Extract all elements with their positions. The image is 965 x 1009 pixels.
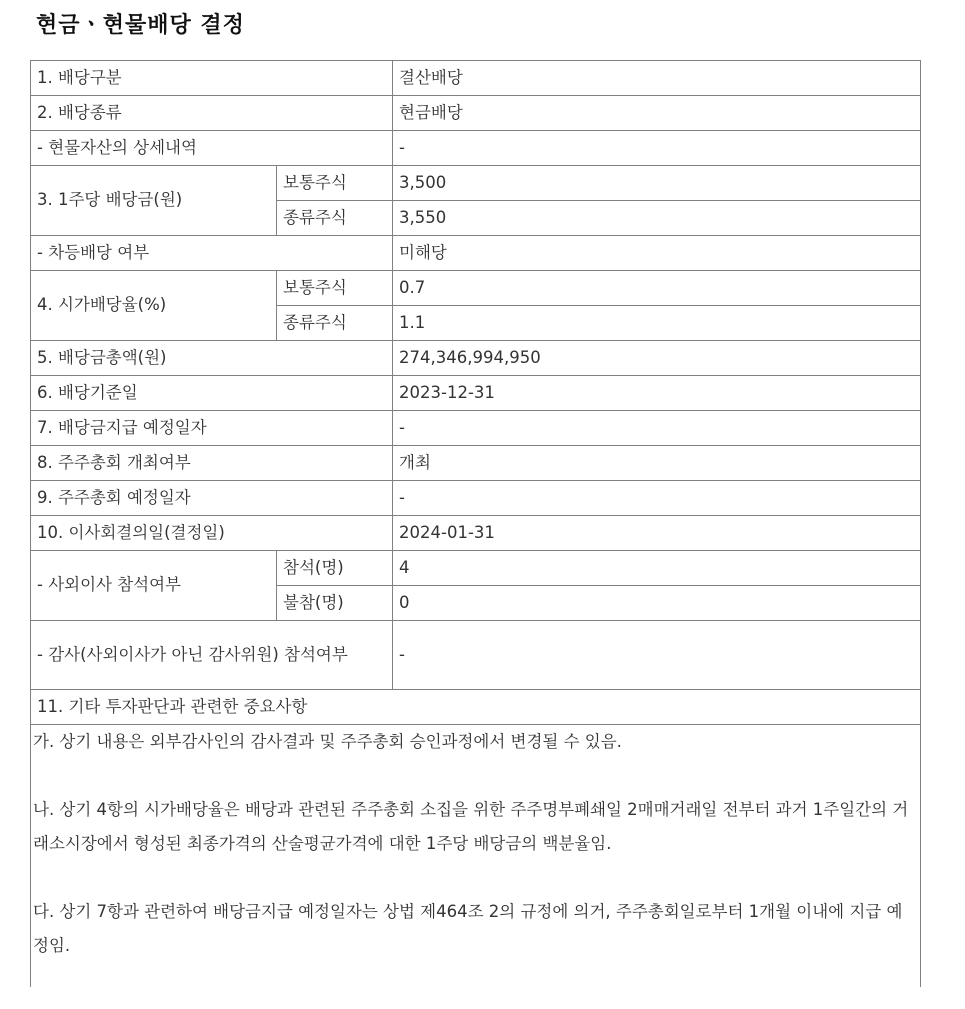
row-value: 결산배당 xyxy=(393,61,921,96)
row-label: 11. 기타 투자판단과 관련한 중요사항 xyxy=(31,690,921,725)
row-label: - 감사(사외이사가 아닌 감사위원) 참석여부 xyxy=(31,621,393,690)
row-value: - xyxy=(393,131,921,166)
row-label: - 사외이사 참석여부 xyxy=(31,551,277,621)
row-value: 3,500 xyxy=(393,166,921,201)
table-row xyxy=(31,61,921,96)
row-label: 8. 주주총회 개최여부 xyxy=(31,446,393,481)
row-value: 개최 xyxy=(393,446,921,481)
table-row xyxy=(31,376,921,411)
row-sublabel: 보통주식 xyxy=(277,271,393,306)
row-sublabel: 참석(명) xyxy=(277,551,393,586)
row-value: 미해당 xyxy=(393,236,921,271)
table-row xyxy=(31,271,921,306)
row-value: 1.1 xyxy=(393,306,921,341)
table-row xyxy=(31,621,921,690)
row-label: 7. 배당금지급 예정일자 xyxy=(31,411,393,446)
row-value: 2024-01-31 xyxy=(393,516,921,551)
row-value: - xyxy=(393,481,921,516)
dividend-disclosure-table xyxy=(30,60,921,987)
notes-cell xyxy=(31,725,921,988)
row-label: - 현물자산의 상세내역 xyxy=(31,131,393,166)
table-row xyxy=(31,725,921,988)
row-label: 5. 배당금총액(원) xyxy=(31,341,393,376)
note-paragraph: 가. 상기 내용은 외부감사인의 감사결과 및 주주총회 승인과정에서 변경될 수 있음. xyxy=(33,732,622,751)
table-row xyxy=(31,341,921,376)
note-paragraph: 다. 상기 7항과 관련하여 배당금지급 예정일자는 상법 제464조 2의 규정에 의거, 주주총회일로부터 1개월 이내에 지급 예정임. xyxy=(33,902,903,955)
row-value: 4 xyxy=(393,551,921,586)
row-label: 9. 주주총회 예정일자 xyxy=(31,481,393,516)
table-row xyxy=(31,516,921,551)
row-value: 0.7 xyxy=(393,271,921,306)
row-value: - xyxy=(393,621,921,690)
row-value: 3,550 xyxy=(393,201,921,236)
row-sublabel: 종류주식 xyxy=(277,201,393,236)
row-label: - 차등배당 여부 xyxy=(31,236,393,271)
row-label: 6. 배당기준일 xyxy=(31,376,393,411)
row-label: 1. 배당구분 xyxy=(31,61,393,96)
row-value: - xyxy=(393,411,921,446)
table-row xyxy=(31,166,921,201)
row-value: 2023-12-31 xyxy=(393,376,921,411)
row-label: 2. 배당종류 xyxy=(31,96,393,131)
row-sublabel: 보통주식 xyxy=(277,166,393,201)
table-row xyxy=(31,551,921,586)
note-paragraph: 나. 상기 4항의 시가배당율은 배당과 관련된 주주총회 소집을 위한 주주명부폐쇄일 2매매거래일 전부터 과거 1주일간의 거래소시장에서 형성된 최종가격의 산술평균가격에 대한 1주당 배당금의 백분율임. xyxy=(33,800,909,853)
table-row xyxy=(31,411,921,446)
page-title: 현금ㆍ현물배당 결정 xyxy=(36,13,245,38)
row-label: 4. 시가배당율(%) xyxy=(31,271,277,341)
row-sublabel: 불참(명) xyxy=(277,586,393,621)
table-row xyxy=(31,96,921,131)
row-label: 10. 이사회결의일(결정일) xyxy=(31,516,393,551)
table-row xyxy=(31,131,921,166)
row-value: 0 xyxy=(393,586,921,621)
table-row xyxy=(31,481,921,516)
table-row xyxy=(31,690,921,725)
table-row xyxy=(31,236,921,271)
table-row xyxy=(31,446,921,481)
row-value: 현금배당 xyxy=(393,96,921,131)
row-label: 3. 1주당 배당금(원) xyxy=(31,166,277,236)
row-sublabel: 종류주식 xyxy=(277,306,393,341)
row-value: 274,346,994,950 xyxy=(393,341,921,376)
